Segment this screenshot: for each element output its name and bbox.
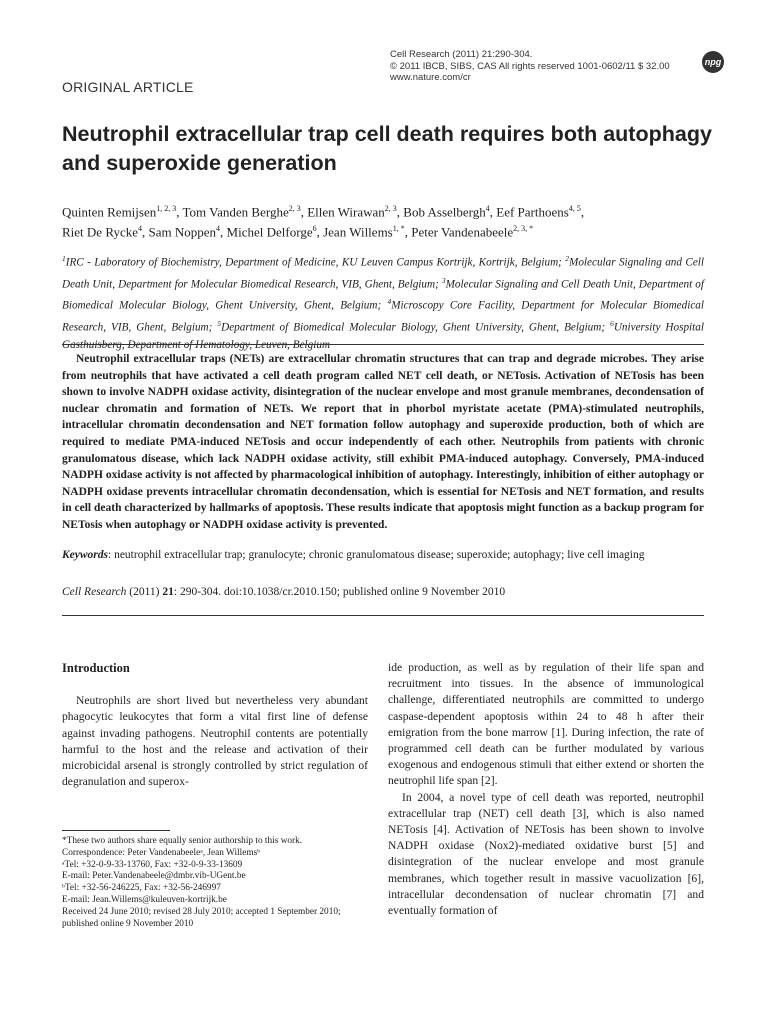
keywords-text: : neutrophil extracellular trap; granulocyte; chronic granulomatous disease; superoxide; autophagy; live cell imaging — [108, 549, 645, 561]
author-name: Michel Delforge — [226, 224, 313, 240]
footnote-line: ᵇTel: +32-56-246225, Fax: +32-56-246997 — [62, 883, 221, 894]
footnotes — [62, 836, 380, 930]
author-affiliation-marker: 1, 2, 3 — [156, 204, 177, 213]
copyright-line: © 2011 IBCB, SIBS, CAS All rights reserved 1001-0602/11 $ 32.00 — [390, 60, 670, 72]
abstract-bottom-rule — [62, 615, 704, 616]
article-title: Neutrophil extracellular trap cell death requires both autophagy and superoxide generation — [62, 122, 712, 175]
introduction-heading: Introduction — [62, 661, 130, 675]
section-label: ORIGINAL ARTICLE — [62, 79, 194, 95]
author-affiliation-marker: 4 — [216, 224, 221, 234]
affiliation-text: IRC - Laboratory of Biochemistry, Department of Medicine, KU Leuven Campus Kortrijk, Kortrijk, Belgium; — [65, 256, 566, 269]
affiliation-marker: 5 — [217, 319, 222, 329]
journal-info — [390, 49, 670, 84]
author-name: Jean Willems — [323, 224, 393, 240]
left-column — [62, 660, 368, 790]
author-affiliation-marker: 2, 3 — [288, 204, 301, 213]
citation-volume: 21 — [162, 586, 174, 598]
intro-paragraph-right-1: ide production, as well as by regulation of their life span and recruitment into tissues. In the absence of immunological challenge, differentiated neutrophils are committed to undergo caspase-dependent apoptosis within 24 to 48 h after their emigration from the bone marrow [1]. During infection, the rate of programmed cell death can be further modulated by various exogenous and endogenous stimuli that either extend or shorten the neutrophil life span [2]. — [388, 661, 704, 788]
author-name: Eef Parthoens — [496, 204, 569, 220]
abstract: Neutrophil extracellular traps (NETs) are extracellular chromatin structures that can trap and degrade microbes. They arise from neutrophils that have activated a cell death program called NET cell death, or NETosis. Activation of NETosis has been shown to involve NADPH oxidase activity, disintegration of the nuclear envelope and most granule membranes, decondensation of nuclear chromatin and formation of NETs. We report that in phorbol myristate acetate (PMA)-stimulated neutrophils, intracellular chromatin decondensation and NET formation follow autophagy and superoxide production, both of which are required to mediate PMA-induced NETosis and occur independently of each other. Neutrophils from patients with chronic granulomatous disease, which lack NADPH oxidase activity, still exhibit PMA-induced autophagy. Conversely, PMA-induced NADPH oxidase activity is not affected by pharmacological inhibition of autophagy. Interestingly, inhibition of either autophagy or NADPH oxidase prevents intracellular chromatin decondensation, which is essential for NETosis and NET formation, and results in cell death characterized by hallmarks of apoptosis. These results indicate that apoptosis might function as a backup program for NETosis when autophagy or NADPH oxidase activity is prevented. — [62, 353, 704, 531]
author-affiliation-marker: 4 — [138, 224, 143, 234]
affiliation-text: Molecular Signaling and Cell Death Unit, Department of Biomedical Molecular Biology, Ghent University, Ghent, Belgium; — [62, 278, 704, 313]
author-list: Quinten Remijsen$^{1, 2, 3}$, Tom Vanden Berghe$^{2, 3}$, Ellen Wirawan$^{2, 3}$, Bob Asselbergh$^4$, Eef Parthoens$^{4, 5}$, Riet De Rycke$^4$, Sam Noppen$^4$, Michel Delforge$^6$, Jean Willems$^{1, *}$, Peter Vandenabeele$^{2, 3, *}$ — [62, 204, 585, 240]
footnote-line: ᵃTel: +32-0-9-33-13760, Fax: +32-0-9-33-13609 — [62, 859, 243, 870]
footnote-line: E-mail: Peter.Vandenabeele@dmbr.vib-UGent.be — [62, 871, 246, 882]
author-name: Ellen Wirawan — [307, 204, 385, 220]
affiliation-marker: 6 — [610, 319, 614, 329]
npg-logo: npg — [702, 51, 724, 73]
author-name: Riet De Rycke — [62, 224, 139, 240]
affiliations — [62, 250, 704, 354]
author-affiliation-marker: 2, 3 — [384, 204, 397, 213]
citation — [62, 584, 704, 600]
author-name: Bob Asselbergh — [403, 204, 486, 220]
author-affiliation-marker: 6 — [312, 224, 317, 234]
author-affiliation-marker: 4 — [485, 204, 490, 213]
citation-journal: Cell Research — [62, 586, 127, 598]
footnote-rule — [62, 830, 170, 831]
journal-url[interactable]: www.nature.com/cr — [390, 72, 471, 83]
author-affiliation-marker: 1, * — [392, 224, 405, 234]
abstract-top-rule — [62, 344, 704, 345]
author-affiliation-marker: 4, 5 — [568, 204, 581, 213]
footnote-line: Correspondence: Peter Vandenabeeleᵃ, Jean Willemsᵇ — [62, 847, 261, 858]
author-name: Quinten Remijsen — [62, 204, 157, 220]
affiliation-marker: 1 — [62, 254, 66, 263]
footnote-line: published online 9 November 2010 — [62, 918, 194, 929]
affiliation-marker: 4 — [387, 297, 392, 307]
affiliation-marker: 2 — [565, 254, 569, 263]
author-name: Tom Vanden Berghe — [182, 204, 289, 220]
intro-paragraph-left: Neutrophils are short lived but nevertheless very abundant phagocytic leukocytes that form a vital first line of defense against invading pathogens. Neutrophil contents are potentially harmful to the host and the release and activation of their microbicidal arsenal is strongly controlled by strict regulation of degranulation and superox- — [62, 694, 368, 789]
author-name: Sam Noppen — [148, 224, 217, 240]
footnote-line: Received 24 June 2010; revised 28 July 2010; accepted 1 September 2010; — [62, 906, 341, 917]
journal-citation-line: Cell Research (2011) 21:290-304. — [390, 49, 533, 60]
affiliation-text: Microscopy Core Facility, Department for Molecular Biomedical Research, VIB, Ghent, Belgium; — [62, 300, 704, 334]
intro-paragraph-right-2: In 2004, a novel type of cell death was reported, neutrophil extracellular trap (NET) cell death [3], which is also named NETosis [4]. Activation of NETosis has been shown to involve NADPH oxidase (Nox2)-mediated oxidative burst [5] and disintegration of the nuclear envelope and most granule membranes, which together result in massive vacuolization [6], intracellular decondensation of nuclear chromatin [7] and eventually formation of — [388, 790, 704, 918]
keywords-label: Keywords — [62, 549, 108, 561]
citation-year: (2011) — [126, 586, 163, 598]
right-column — [388, 660, 704, 919]
footnote-line: *These two authors share equally senior authorship to this work. — [62, 836, 303, 846]
author-affiliation-marker: 2, 3, * — [513, 224, 534, 234]
author-name: Peter Vandenabeele — [411, 224, 514, 240]
affiliation-text: University Hospital Gasthuisberg, Department of Hematology, Leuven, Belgium — [62, 321, 704, 351]
affiliation-text: Department of Biomedical Molecular Biology, Ghent University, Ghent, Belgium; — [221, 321, 611, 334]
affiliation-text: Molecular Signaling and Cell Death Unit, Department for Molecular Biomedical Research, VIB, Ghent, Belgium; — [62, 256, 705, 291]
citation-rest: : 290-304. doi:10.1038/cr.2010.150; published online 9 November 2010 — [173, 586, 506, 598]
footnote-line: E-mail: Jean.Willems@kuleuven-kortrijk.be — [62, 894, 227, 905]
affiliation-marker: 3 — [441, 275, 446, 285]
keywords — [62, 547, 704, 564]
